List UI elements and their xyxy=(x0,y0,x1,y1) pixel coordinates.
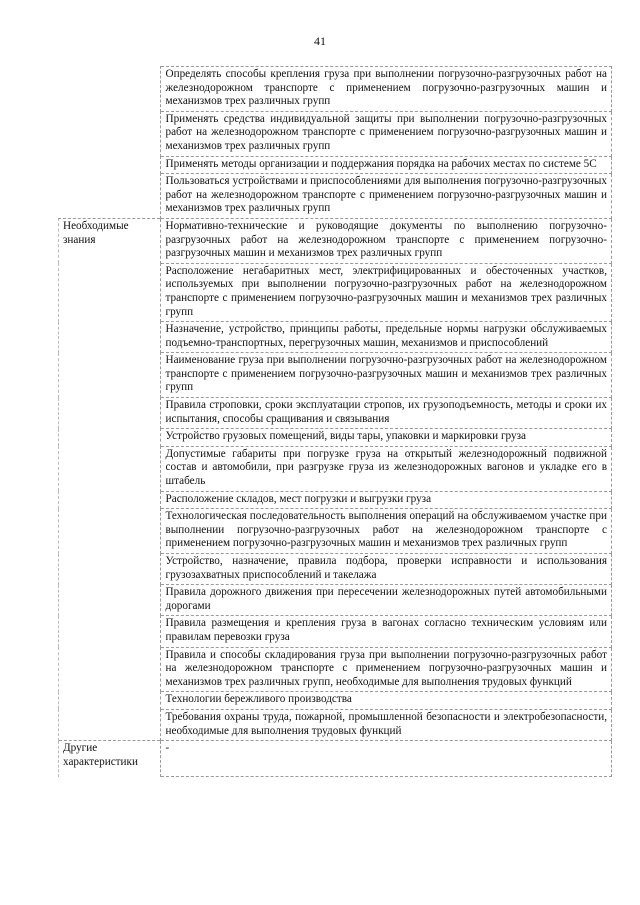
knowledge-item: Допустимые габариты при погрузке груза на открытый железнодорожный подвижной состав и автомобили, при разгрузке груза из железнодорожных вагонов и укладке его в штабель xyxy=(160,446,612,491)
knowledge-label: Необходимые знания xyxy=(59,218,161,740)
knowledge-item: Правила и способы складирования груза при выполнении погрузочно-разгрузочных работ на железнодорожном транспорте с применением погрузочно-разгрузочных машин и механизмов трех различных групп, необходимые для выполнения трудовых функций xyxy=(160,647,612,692)
knowledge-item: Правила строповки, сроки эксплуатации стропов, их грузоподъемность, методы и сроки их испытания, способы сращивания и связывания xyxy=(160,398,612,429)
other-characteristics-value: - xyxy=(160,741,612,777)
skill-item: Пользоваться устройствами и приспособлениями для выполнения погрузочно-разгрузочных работ на железнодорожном транспорте с применением погрузочно-разгрузочных машин и механизмов трех различных групп xyxy=(160,174,612,219)
table-row xyxy=(59,218,612,263)
knowledge-item: Технологическая последовательность выполнения операций на обслуживаемом участке при выполнении погрузочно-разгрузочных работ на железнодорожном транспорте с применением погрузочно-разгрузочных машин и механизмов трех различных групп xyxy=(160,509,612,554)
knowledge-item: Устройство, назначение, правила подбора, проверки исправности и использования грузозахватных приспособлений и такелажа xyxy=(160,554,612,585)
knowledge-item: Правила дорожного движения при пересечении железнодорожных путей автомобильными дорогами xyxy=(160,585,612,616)
skill-item: Определять способы крепления груза при выполнении погрузочно-разгрузочных работ на железнодорожном транспорте с применением погрузочно-разгрузочных машин и механизмов трех различных групп xyxy=(160,67,612,112)
other-characteristics-label: Другие характеристики xyxy=(59,741,161,777)
knowledge-item: Требования охраны труда, пожарной, промышленной безопасности и электробезопасности, необходимые для выполнения трудовых функций xyxy=(160,709,612,740)
skill-item: Применять средства индивидуальной защиты при выполнении погрузочно-разгрузочных работ на железнодорожном транспорте с применением погрузочно-разгрузочных машин и механизмов трех различных групп xyxy=(160,111,612,156)
knowledge-item: Технологии бережливого производства xyxy=(160,692,612,710)
skills-label-cell xyxy=(59,67,161,219)
requirements-table xyxy=(58,66,612,777)
skill-item: Применять методы организации и поддержания порядка на рабочих местах по системе 5С xyxy=(160,156,612,174)
table-row xyxy=(59,741,612,777)
page-number: 41 xyxy=(314,34,326,48)
knowledge-item: Расположение складов, мест погрузки и выгрузки груза xyxy=(160,491,612,509)
knowledge-item: Расположение негабаритных мест, электрифицированных и обесточенных участков, используемых при выполнении погрузочно-разгрузочных работ на железнодорожном транспорте с применением погрузочно-разгрузочных машин и механизмов трех различных групп xyxy=(160,263,612,321)
knowledge-item: Устройство грузовых помещений, виды тары, упаковки и маркировки груза xyxy=(160,429,612,447)
knowledge-item: Назначение, устройство, принципы работы, предельные нормы нагрузки обслуживаемых подъемно-транспортных, перегрузочных машин, механизмов и приспособлений xyxy=(160,322,612,353)
knowledge-item: Правила размещения и крепления груза в вагонах согласно техническим условиям или правилам перевозки груза xyxy=(160,616,612,647)
table-row xyxy=(59,67,612,112)
knowledge-item: Нормативно-технические и руководящие документы по выполнению погрузочно-разгрузочных работ на железнодорожном транспорте с применением погрузочно-разгрузочных машин и механизмов трех различных групп xyxy=(160,218,612,263)
knowledge-item: Наименование груза при выполнении погрузочно-разгрузочных работ на железнодорожном транспорте с применением погрузочно-разгрузочных машин и механизмов трех различных групп xyxy=(160,353,612,398)
